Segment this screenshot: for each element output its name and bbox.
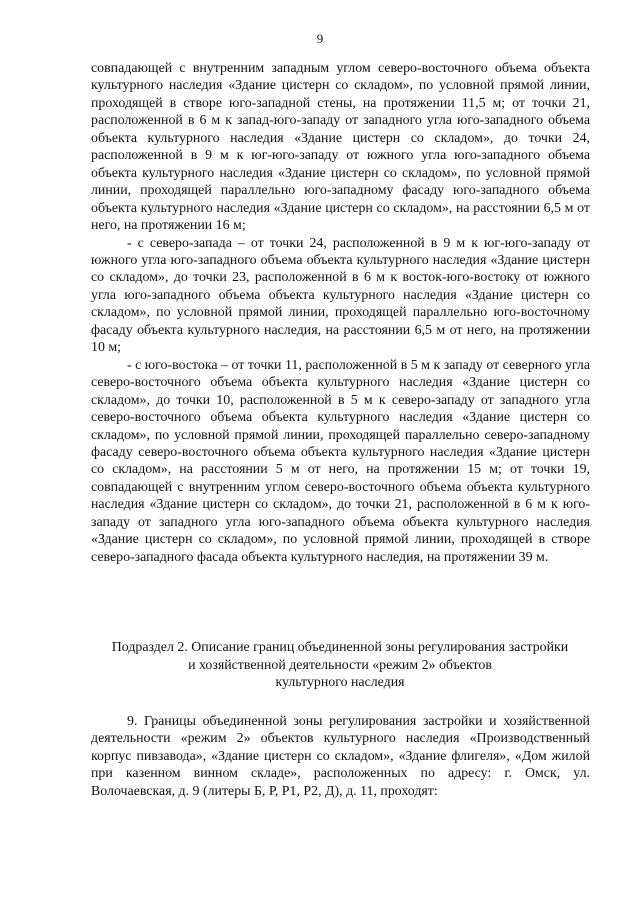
subsection-heading-line-3: культурного наследия <box>275 675 405 690</box>
section-9 <box>91 713 590 800</box>
paragraph-section-9: 9. Границы объединенной зоны регулирования застройки и хозяйственной деятельности «режим 2» объектов культурного наследия «Производственный корпус пивзавода», «Здание цистерн со складом», «Здание флигеля», «Дом жилой при казенном винном складе», расположенных по адресу: г. Омск, ул. Волочаевская, д. 9 (литеры Б, Р, Р1, Р2, Д), д. 11, проходят: <box>91 714 590 799</box>
subsection-heading <box>72 639 608 692</box>
subsection-heading-line-2: и хозяйственной деятельности «режим 2» объектов <box>188 657 492 673</box>
paragraph-northwest-boundary: - с северо-запада – от точки 24, расположенной в 9 м к юг-юго-западу от южного угла юго-западного объема объекта культурного наследия «Здание цистерн со складом», до точки 23, расположенной в 6 м к восток-юго-востоку от южного угла юго-западного объема объекта культурного наследия «Здание цистерн со складом», по условной прямой линии, проходящей параллельно юго-восточному фасаду объекта культурного наследия, на расстоянии 6,5 м от него, на протяжении 10 м; <box>91 235 590 356</box>
body-text <box>91 60 590 566</box>
subsection-heading-line-1: Подраздел 2. Описание границ объединенной зоны регулирования застройки <box>111 640 569 655</box>
paragraph-southeast-boundary: - с юго-востока – от точки 11, расположенной в 5 м к западу от северного угла северо-восточного объема объекта культурного наследия «Здание цистерн со складом», до точки 10, расположенной в 5 м к северо-западу от западного угла северо-восточного объема объекта культурного наследия «Здание цистерн со складом», по условной прямой линии, проходящей параллельно северо-западному фасаду северо-восточного объема объекта культурного наследия «Здание цистерн со складом», на расстоянии 5 м от него, на протяжении 15 м; от точки 19, совпадающей с внутренним углом северо-восточного объема объекта культурного наследия «Здание цистерн со складом», до точки 21, расположенной в 6 м к юго-западу от западного угла юго-западного объема объекта культурного наследия «Здание цистерн со складом», по условной прямой линии, проходящей в створе северо-западного фасада объекта культурного наследия, на протяжении 39 м. <box>91 357 590 565</box>
paragraph-continuation: совпадающей с внутренним западным углом северо-восточного объема объекта культурного наследия «Здание цистерн со складом», по условной прямой линии, проходящей в створе юго-западной стены, на протяжении 11,5 м; от точки 21, расположенной в 6 м к запад-юго-западу от западного угла юго-западного объема объекта культурного наследия «Здание цистерн со складом», до точки 24, расположенной в 9 м к юг-юго-западу от южного угла юго-западного объема объекта культурного наследия «Здание цистерн со складом», по условной прямой линии, проходящей параллельно юго-западному фасаду юго-западного объема объекта культурного наследия «Здание цистерн со складом», на расстоянии 6,5 м от него, на протяжении 16 м; <box>91 61 590 234</box>
page-number: 9 <box>316 31 324 46</box>
